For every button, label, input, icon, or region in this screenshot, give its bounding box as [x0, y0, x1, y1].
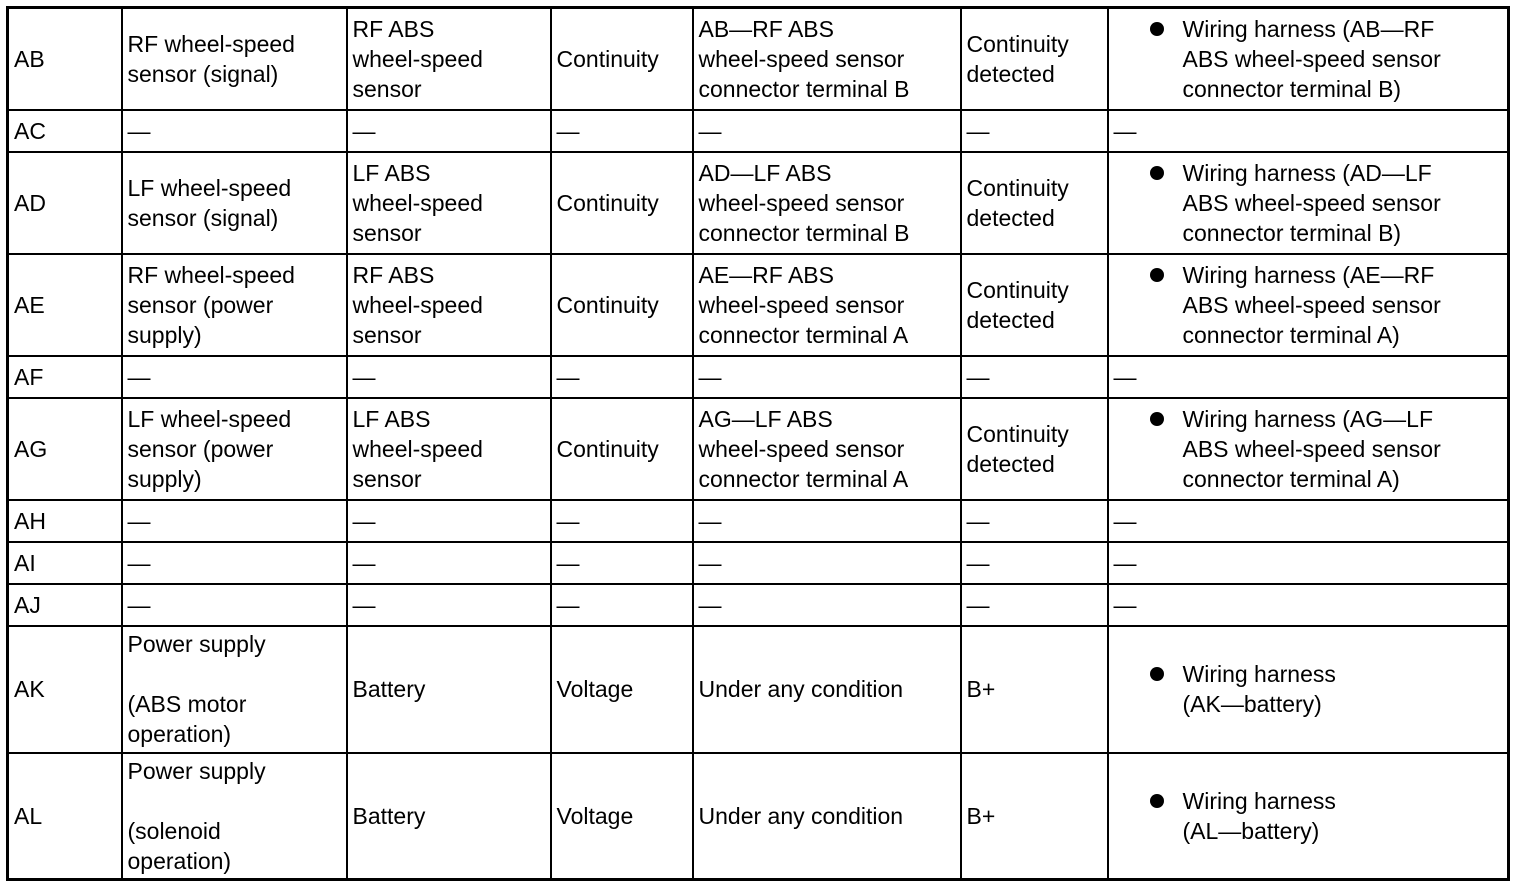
cell-terminal: AH — [8, 500, 122, 542]
cell-signal: — — [122, 584, 347, 626]
cell-signal: Power supply (solenoid operation) — [122, 753, 347, 880]
cell-condition: Under any condition — [693, 753, 961, 880]
cell-condition: — — [693, 500, 961, 542]
cell-standard: — — [961, 584, 1108, 626]
cell-standard: — — [961, 542, 1108, 584]
cell-signal: Power supply (ABS motor operation) — [122, 626, 347, 753]
cell-inspection: — — [1108, 356, 1509, 398]
cell-signal: — — [122, 542, 347, 584]
cell-standard: B+ — [961, 626, 1108, 753]
cell-condition: — — [693, 356, 961, 398]
inspection-text: Wiring harness (AD—LF ABS wheel-speed sensor connector terminal B) — [1182, 159, 1441, 246]
cell-inspection — [1108, 626, 1509, 753]
cell-signal: — — [122, 500, 347, 542]
bullet-icon — [1150, 268, 1164, 282]
table-row — [8, 8, 1509, 110]
cell-connected-to: — — [347, 110, 551, 152]
cell-standard: Continuity detected — [961, 8, 1108, 110]
cell-connected-to: Battery — [347, 626, 551, 753]
cell-connected-to: RF ABS wheel-speed sensor — [347, 8, 551, 110]
cell-standard: B+ — [961, 753, 1108, 880]
table-row — [8, 254, 1509, 356]
bullet-icon — [1150, 166, 1164, 180]
cell-condition: Under any condition — [693, 626, 961, 753]
cell-condition: — — [693, 584, 961, 626]
cell-condition: AB—RF ABS wheel-speed sensor connector terminal B — [693, 8, 961, 110]
table-row — [8, 110, 1509, 152]
cell-measurement: Voltage — [551, 753, 693, 880]
cell-terminal: AJ — [8, 584, 122, 626]
cell-standard: Continuity detected — [961, 152, 1108, 254]
inspection-text: Wiring harness (AG—LF ABS wheel-speed sensor connector terminal A) — [1182, 405, 1441, 492]
cell-terminal: AL — [8, 753, 122, 880]
cell-standard: — — [961, 110, 1108, 152]
cell-signal: RF wheel-speed sensor (power supply) — [122, 254, 347, 356]
cell-signal: RF wheel-speed sensor (signal) — [122, 8, 347, 110]
cell-inspection — [1108, 398, 1509, 500]
cell-terminal: AI — [8, 542, 122, 584]
cell-inspection: — — [1108, 500, 1509, 542]
cell-signal: — — [122, 110, 347, 152]
cell-measurement: — — [551, 356, 693, 398]
cell-standard: — — [961, 500, 1108, 542]
bullet-icon — [1150, 22, 1164, 36]
cell-terminal: AE — [8, 254, 122, 356]
cell-signal: LF wheel-speed sensor (signal) — [122, 152, 347, 254]
cell-inspection: — — [1108, 110, 1509, 152]
cell-terminal: AF — [8, 356, 122, 398]
cell-terminal: AK — [8, 626, 122, 753]
inspection-text: Wiring harness (AK—battery) — [1182, 661, 1336, 717]
cell-signal: — — [122, 356, 347, 398]
table-row — [8, 500, 1509, 542]
cell-terminal: AC — [8, 110, 122, 152]
cell-inspection: — — [1108, 542, 1509, 584]
cell-signal: LF wheel-speed sensor (power supply) — [122, 398, 347, 500]
cell-standard: Continuity detected — [961, 254, 1108, 356]
table-row — [8, 753, 1509, 880]
table-row — [8, 542, 1509, 584]
bullet-item — [1114, 786, 1504, 846]
table-row — [8, 152, 1509, 254]
cell-connected-to: RF ABS wheel-speed sensor — [347, 254, 551, 356]
cell-condition: — — [693, 110, 961, 152]
cell-measurement: Continuity — [551, 152, 693, 254]
cell-standard: Continuity detected — [961, 398, 1108, 500]
cell-terminal: AB — [8, 8, 122, 110]
bullet-item — [1114, 260, 1504, 350]
inspection-text: Wiring harness (AB—RF ABS wheel-speed sensor connector terminal B) — [1182, 15, 1441, 102]
cell-inspection — [1108, 8, 1509, 110]
cell-connected-to: — — [347, 356, 551, 398]
table-row — [8, 584, 1509, 626]
cell-condition: AE—RF ABS wheel-speed sensor connector terminal A — [693, 254, 961, 356]
cell-measurement: Continuity — [551, 398, 693, 500]
cell-connected-to: — — [347, 542, 551, 584]
table-row — [8, 626, 1509, 753]
bullet-item — [1114, 659, 1504, 719]
table-row — [8, 398, 1509, 500]
bullet-item — [1114, 158, 1504, 248]
bullet-icon — [1150, 667, 1164, 681]
cell-measurement: — — [551, 500, 693, 542]
cell-condition: AD—LF ABS wheel-speed sensor connector terminal B — [693, 152, 961, 254]
cell-measurement: — — [551, 584, 693, 626]
inspection-text: Wiring harness (AL—battery) — [1182, 787, 1336, 844]
terminal-inspection-table — [6, 6, 1510, 881]
cell-inspection — [1108, 152, 1509, 254]
cell-inspection — [1108, 753, 1509, 880]
cell-measurement: — — [551, 542, 693, 584]
bullet-icon — [1150, 412, 1164, 426]
cell-measurement: — — [551, 110, 693, 152]
cell-terminal: AD — [8, 152, 122, 254]
cell-inspection: — — [1108, 584, 1509, 626]
cell-connected-to: — — [347, 500, 551, 542]
cell-inspection — [1108, 254, 1509, 356]
cell-measurement: Continuity — [551, 254, 693, 356]
cell-connected-to: — — [347, 584, 551, 626]
table-row — [8, 356, 1509, 398]
cell-connected-to: Battery — [347, 753, 551, 880]
cell-terminal: AG — [8, 398, 122, 500]
bullet-icon — [1150, 794, 1164, 808]
cell-connected-to: LF ABS wheel-speed sensor — [347, 398, 551, 500]
cell-condition: — — [693, 542, 961, 584]
table-body — [8, 8, 1509, 880]
cell-measurement: Voltage — [551, 626, 693, 753]
bullet-item — [1114, 404, 1504, 494]
cell-measurement: Continuity — [551, 8, 693, 110]
cell-standard: — — [961, 356, 1108, 398]
cell-connected-to: LF ABS wheel-speed sensor — [347, 152, 551, 254]
inspection-text: Wiring harness (AE—RF ABS wheel-speed sensor connector terminal A) — [1182, 261, 1441, 348]
bullet-item — [1114, 14, 1504, 104]
cell-condition: AG—LF ABS wheel-speed sensor connector terminal A — [693, 398, 961, 500]
